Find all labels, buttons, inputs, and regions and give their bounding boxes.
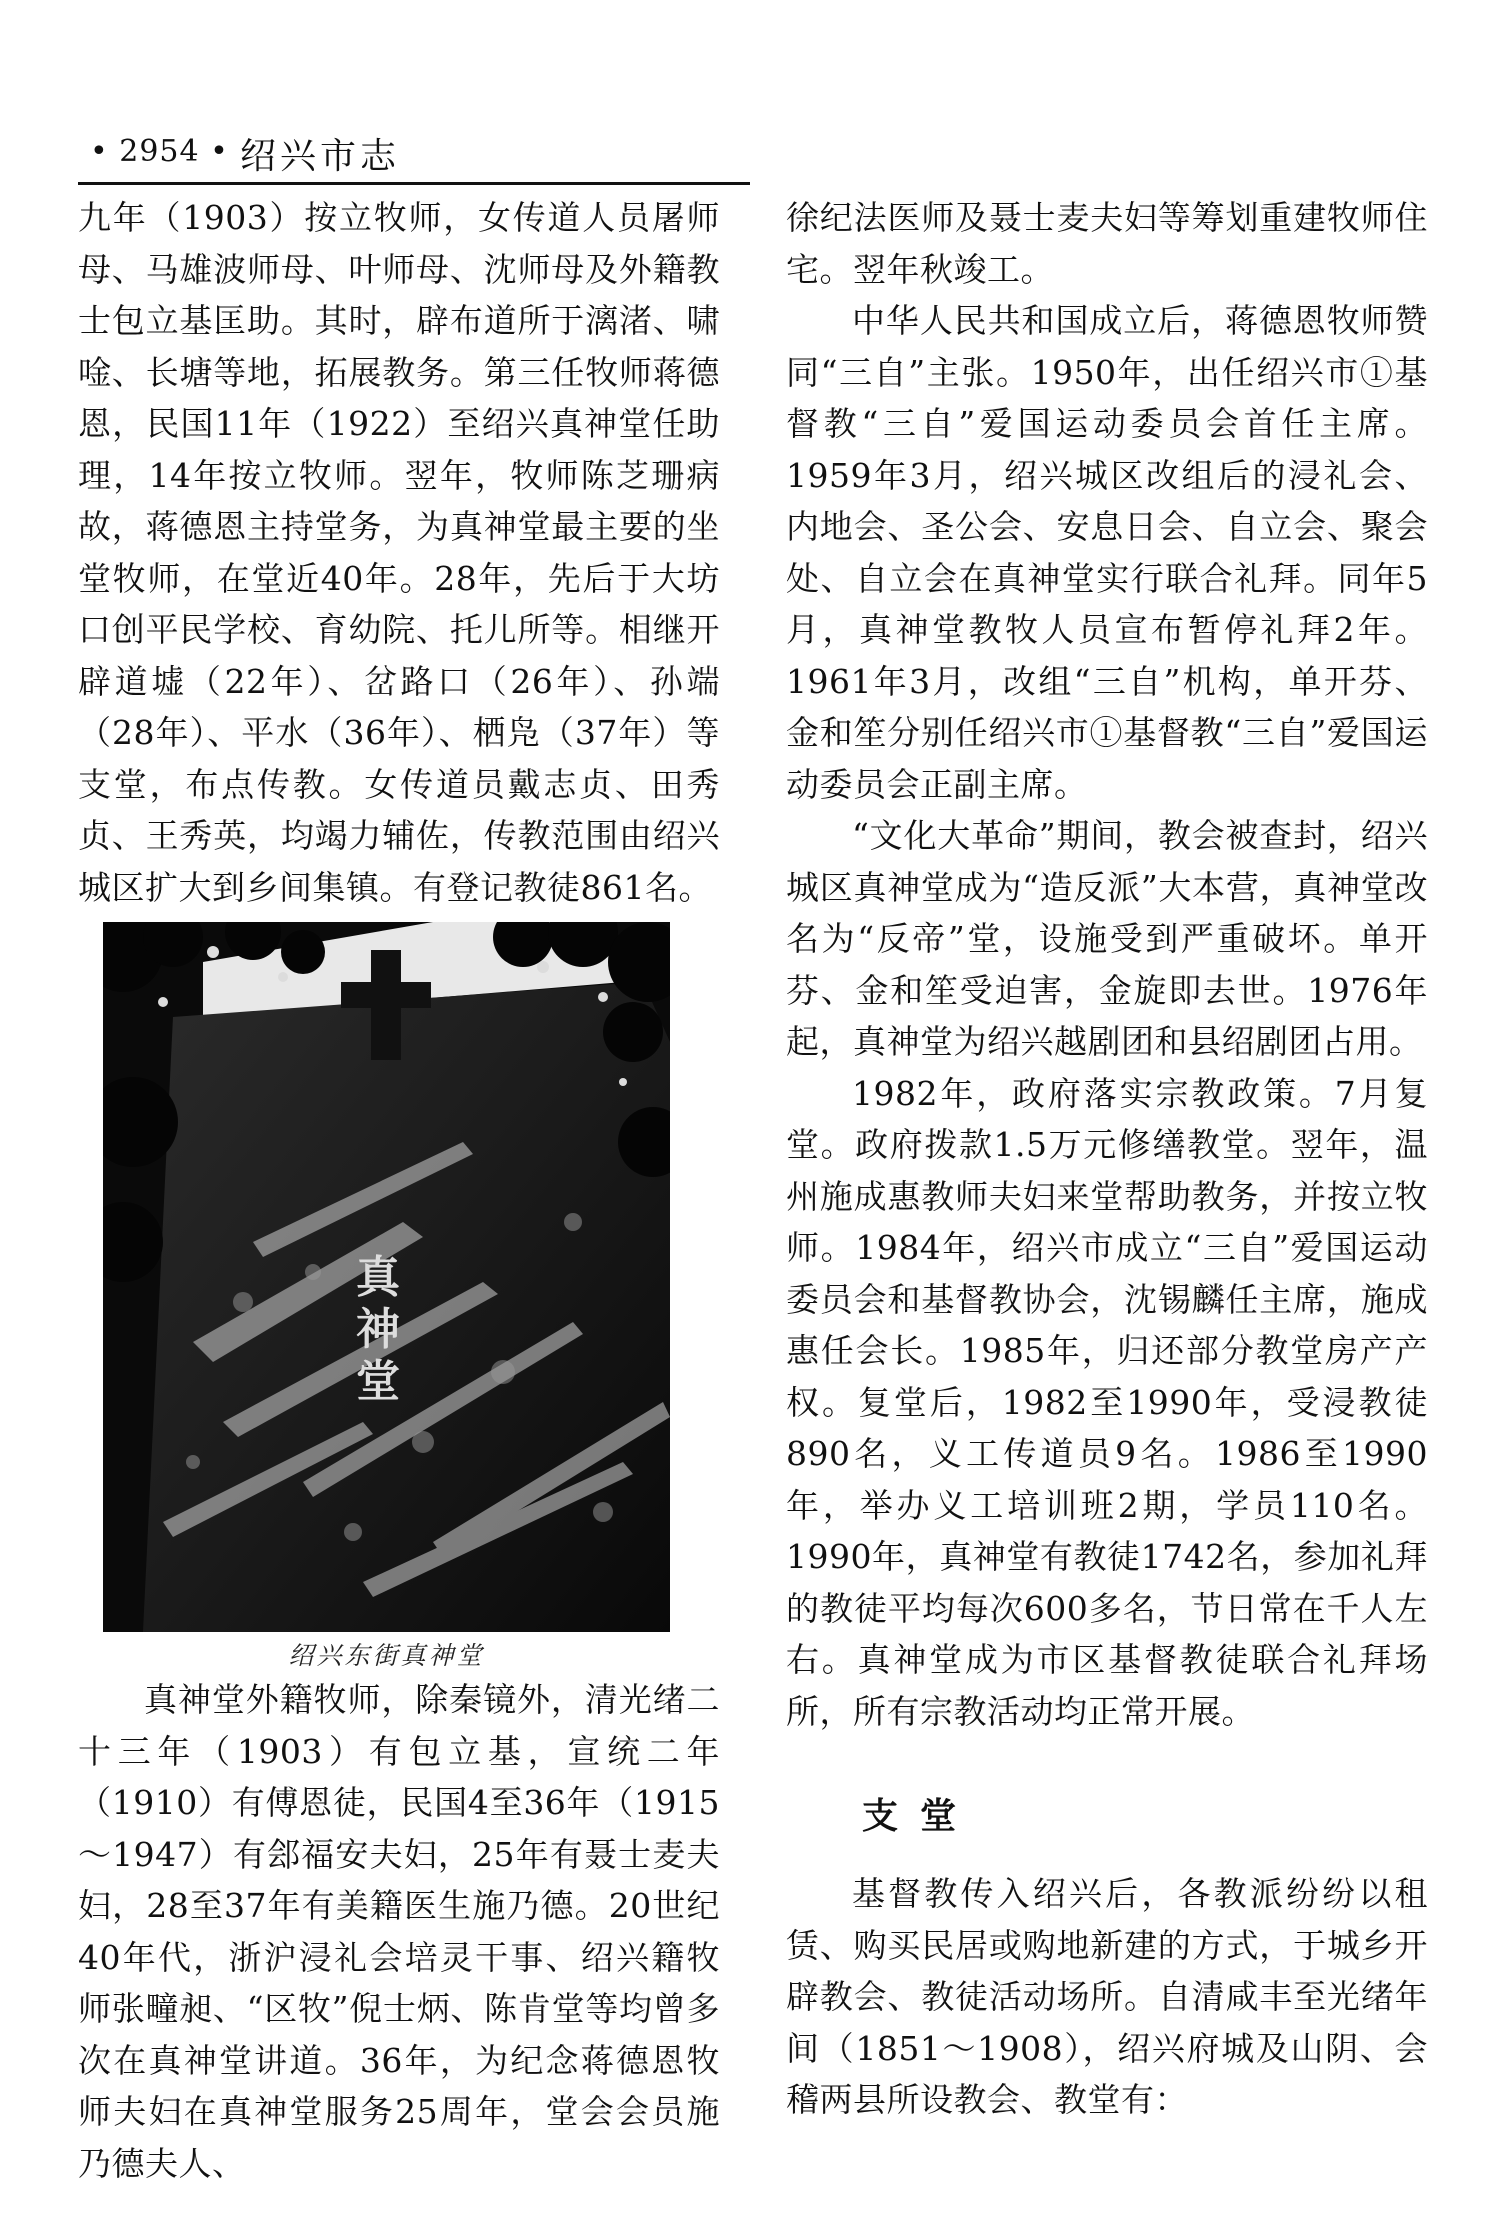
church-sign	[348, 1252, 408, 1408]
sign-char: 堂	[356, 1356, 400, 1407]
section-body	[786, 1868, 1428, 2126]
church-photo	[103, 922, 670, 1632]
header-rule	[78, 182, 750, 185]
paragraph: 基督教传入绍兴后，各教派纷纷以租赁、购买民居或购地新建的方式，于城乡开辟教会、教徒活动场所。自清咸丰至光绪年间（1851～1908），绍兴府城及山阴、会稽两县所设教会、教堂有：	[786, 1874, 1428, 2119]
photo-caption: 绍兴东街真神堂	[288, 1641, 485, 1670]
sign-char: 真	[356, 1252, 400, 1303]
paragraph-continuation: 九年（1903）按立牧师，女传道人员屠师母、马雄波师母、叶师母、沈师母及外籍教士包立基匡助。其时，辟布道所于漓渚、啸唫、长塘等地，拓展教务。第三任牧师蒋德恩，民国11年（1922）至绍兴真神堂任助理，14年按立牧师。翌年，牧师陈芝珊病故，蒋德恩主持堂务，为真神堂最主要的坐堂牧师，在堂近40年。28年，先后于大坊口创平民学校、育幼院、托儿所等。相继开辟道墟（22年）、岔路口（26年）、孙端（28年）、平水（36年）、栖凫（37年）等支堂，布点传教。女传道员戴志贞、田秀贞、王秀英，均竭力辅佐，传教范围由绍兴城区扩大到乡间集镇。有登记教徒861名。	[78, 198, 720, 907]
page-number: • 2954 •	[90, 134, 229, 169]
paragraph: 1982年，政府落实宗教政策。7月复堂。政府拨款1.5万元修缮教堂。翌年，温州施成惠教师夫妇来堂帮助教务，并按立牧师。1984年，绍兴市成立“三自”爱国运动委员会和基督教协会，沈锡麟任主席，施成惠任会长。1985年，归还部分教堂房产产权。复堂后，1982至1990年，受浸教徒890名，义工传道员9名。1986至1990年，举办义工培训班2期，学员110名。1990年，真神堂有教徒1742名，参加礼拜的教徒平均每次600多名，节日常在千人左右。真神堂成为市区基督教徒联合礼拜场所，所有宗教活动均正常开展。	[786, 1073, 1428, 1731]
paragraph: “文化大革命”期间，教会被查封，绍兴城区真神堂成为“造反派”大本营，真神堂改名为“反帝”堂，设施受到严重破坏。单开芬、金和笙受迫害，金旋即去世。1976年起，真神堂为绍兴越剧团和县绍剧团占用。	[786, 816, 1428, 1061]
section-heading: 支堂	[862, 1796, 979, 1837]
page-header	[90, 128, 750, 182]
left-column-bottom	[78, 1674, 720, 2189]
paragraph: 中华人民共和国成立后，蒋德恩牧师赞同“三自”主张。1950年，出任绍兴市①基督教“三自”爱国运动委员会首任主席。1959年3月，绍兴城区改组后的浸礼会、内地会、圣公会、安息日会、自立会、聚会处、自立会在真神堂实行联合礼拜。同年5月，真神堂教牧人员宣布暂停礼拜2年。1961年3月，改组“三自”机构，单开芬、金和笙分别任绍兴市①基督教“三自”爱国运动委员会正副主席。	[786, 301, 1428, 804]
left-column-top	[78, 192, 720, 913]
paragraph: 徐纪法医师及聂士麦夫妇等筹划重建牧师住宅。翌年秋竣工。	[786, 198, 1428, 289]
book-title: 绍兴市志	[240, 136, 401, 177]
right-column	[786, 192, 1428, 1737]
paragraph: 真神堂外籍牧师，除秦镜外，清光绪二十三年（1903）有包立基，宣统二年（1910）有傅恩徒，民国4至36年（1915～1947）有郐福安夫妇，25年有聂士麦夫妇，28至37年有美籍医生施乃德。20世纪40年代，浙沪浸礼会培灵干事、绍兴籍牧师张疃昶、“区牧”倪士炳、陈肯堂等均曾多次在真神堂讲道。36年，为纪念蒋德恩牧师夫妇在真神堂服务25周年，堂会会员施乃德夫人、	[78, 1680, 720, 2183]
sign-char: 神	[356, 1304, 400, 1355]
